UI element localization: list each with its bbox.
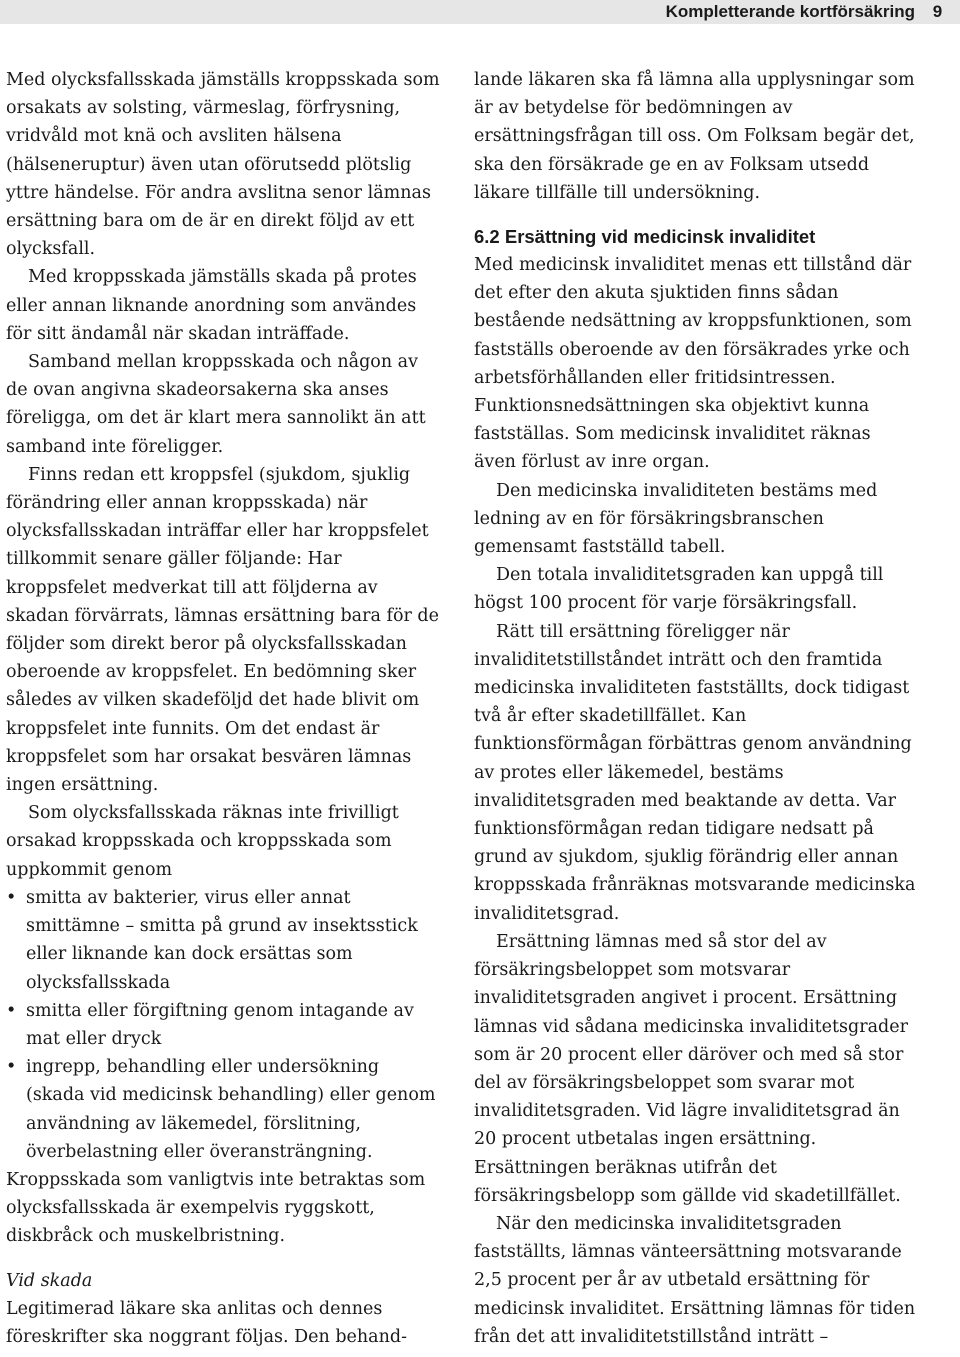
- paragraph: Med kroppsskada jämställs skada på protes eller annan liknande anordning som användes för sitt ändamål när skadan inträffade.: [6, 267, 417, 344]
- paragraph: Ersättning lämnas med så stor del av försäkringsbeloppet som motsvarar invaliditetsgraden angivet i procent. Ersättning lämnas vid sådana medicinska invaliditetsgrader som är 20 procent eller däröver och med så stor del av försäkringsbeloppet som svarar mot invaliditetsgraden. Vid lägre invaliditetsgrad än 20 procent utbetalas ingen ersättning. Ersättningen beräknas utifrån det försäkringsbelopp som gällde vid skadetillfället.: [474, 931, 908, 1206]
- paragraph: Den totala invaliditetsgraden kan uppgå till högst 100 procent för varje försäkringsfall.: [474, 565, 884, 614]
- left-column: [6, 66, 442, 1351]
- paragraph: lande läkaren ska få lämna alla upplysningar som är av betydelse för bedömningen av ersättningsfrågan till oss. Om Folksam begär det, ska den försäkrade ge en av Folksam utsedd läkare tillfälle till undersökning.: [474, 70, 915, 203]
- list-item: • smitta av bakterier, virus eller annat smittämne – smitta på grund av insektsstick eller liknande kan dock ersättas som olycksfallsskada: [6, 884, 442, 997]
- running-title: Kompletterande kortförsäkring: [665, 2, 915, 21]
- paragraph: Samband mellan kroppsskada och någon av de ovan angivna skadeorsakerna ska anses föreligga, om det är klart mera sannolikt än att samband inte föreligger.: [6, 352, 426, 457]
- list-item: • ingrepp, behandling eller undersökning (skada vid medicinsk behandling) eller genom användning av läkemedel, förslitning, överbelastning eller överansträngning.: [6, 1053, 442, 1166]
- subheading-vid-skada: Vid skada: [6, 1270, 93, 1291]
- paragraph: Med medicinsk invaliditet menas ett tillstånd där det efter den akuta sjuktiden finns sådan bestående nedsättning av kroppsfunktionen, som fastställs oberoende av den försäkrades yrke och arbetsförhållanden eller fritidsintressen. Funktionsnedsättningen ska objektivt kunna fastställas. Som medicinsk invaliditet räknas även förlust av inre organ.: [474, 255, 912, 473]
- page-number: 9: [932, 2, 943, 21]
- paragraph: Kroppsskada som vanligtvis inte betraktas som olycksfallsskada är exempelvis ryggskott, diskbråck och muskelbristning.: [6, 1169, 426, 1247]
- page-header: [0, 0, 960, 24]
- section-heading: 6.2 Ersättning vid medicinsk invaliditet: [474, 226, 816, 248]
- paragraph: Med olycksfallsskada jämställs kroppsskada som orsakats av solsting, värmeslag, förfrysning, vridvåld mot knä och avsliten hälsena (hälseneruptur) även utan oförutsedd plötslig yttre händelse. För andra avslitna senor lämnas ersättning bara om de är en direkt följd av ett olycksfall.: [6, 70, 440, 260]
- right-column: [474, 66, 918, 1351]
- paragraph: Den medicinska invaliditeten bestäms med ledning av en för försäkringsbranschen gemensamt fastställd tabell.: [474, 480, 878, 558]
- paragraph: Som olycksfallsskada räknas inte frivilligt orsakad kroppsskada och kroppsskada som uppkommit genom: [6, 803, 399, 880]
- bullet-list: [6, 884, 442, 1166]
- paragraph: Rätt till ersättning föreligger när invaliditetstillståndet inträtt och den framtida medicinska invaliditeten fastställts, dock tidigast två år efter skadetillfället. Kan funktionsförmågan förbättras genom användning av protes eller läkemedel, bestäms invaliditetsgraden med beaktande av detta. Var funktionsförmågan redan tidigare nedsatt på grund av sjukdom, sjuklig förändrig eller annan kroppsskada frånräknas motsvarande medicinska invaliditetsgrad.: [474, 621, 916, 924]
- paragraph: Finns redan ett kroppsfel (sjukdom, sjuklig förändring eller annan kroppsskada) när olycksfallsskadan inträffar eller har kroppsfelet tillkommit senare gäller följande: Har kroppsfelet medverkat till att följderna av skadan förvärrats, lämnas ersättning bara för de följder som direkt beror på olycksfallsskadan oberoende av kroppsfelet. En bedömning sker således av vilken skadeföljd det hade blivit om kroppsfelet inte funnits. Om det endast är kroppsfelet som har orsakat besvären lämnas ingen ersättning.: [6, 464, 439, 796]
- paragraph: Legitimerad läkare ska anlitas och dennes föreskrifter ska noggrant följas. Den behand-: [6, 1298, 407, 1347]
- list-item: • smitta eller förgiftning genom intagande av mat eller dryck: [6, 997, 442, 1053]
- paragraph: När den medicinska invaliditetsgraden fastställts, lämnas vänteersättning motsvarande 2,5 procent per år av utbetald ersättning för medicinsk invaliditet. Ersättning lämnas för tiden från det att invaliditetstillstånd inträtt –: [474, 1213, 916, 1347]
